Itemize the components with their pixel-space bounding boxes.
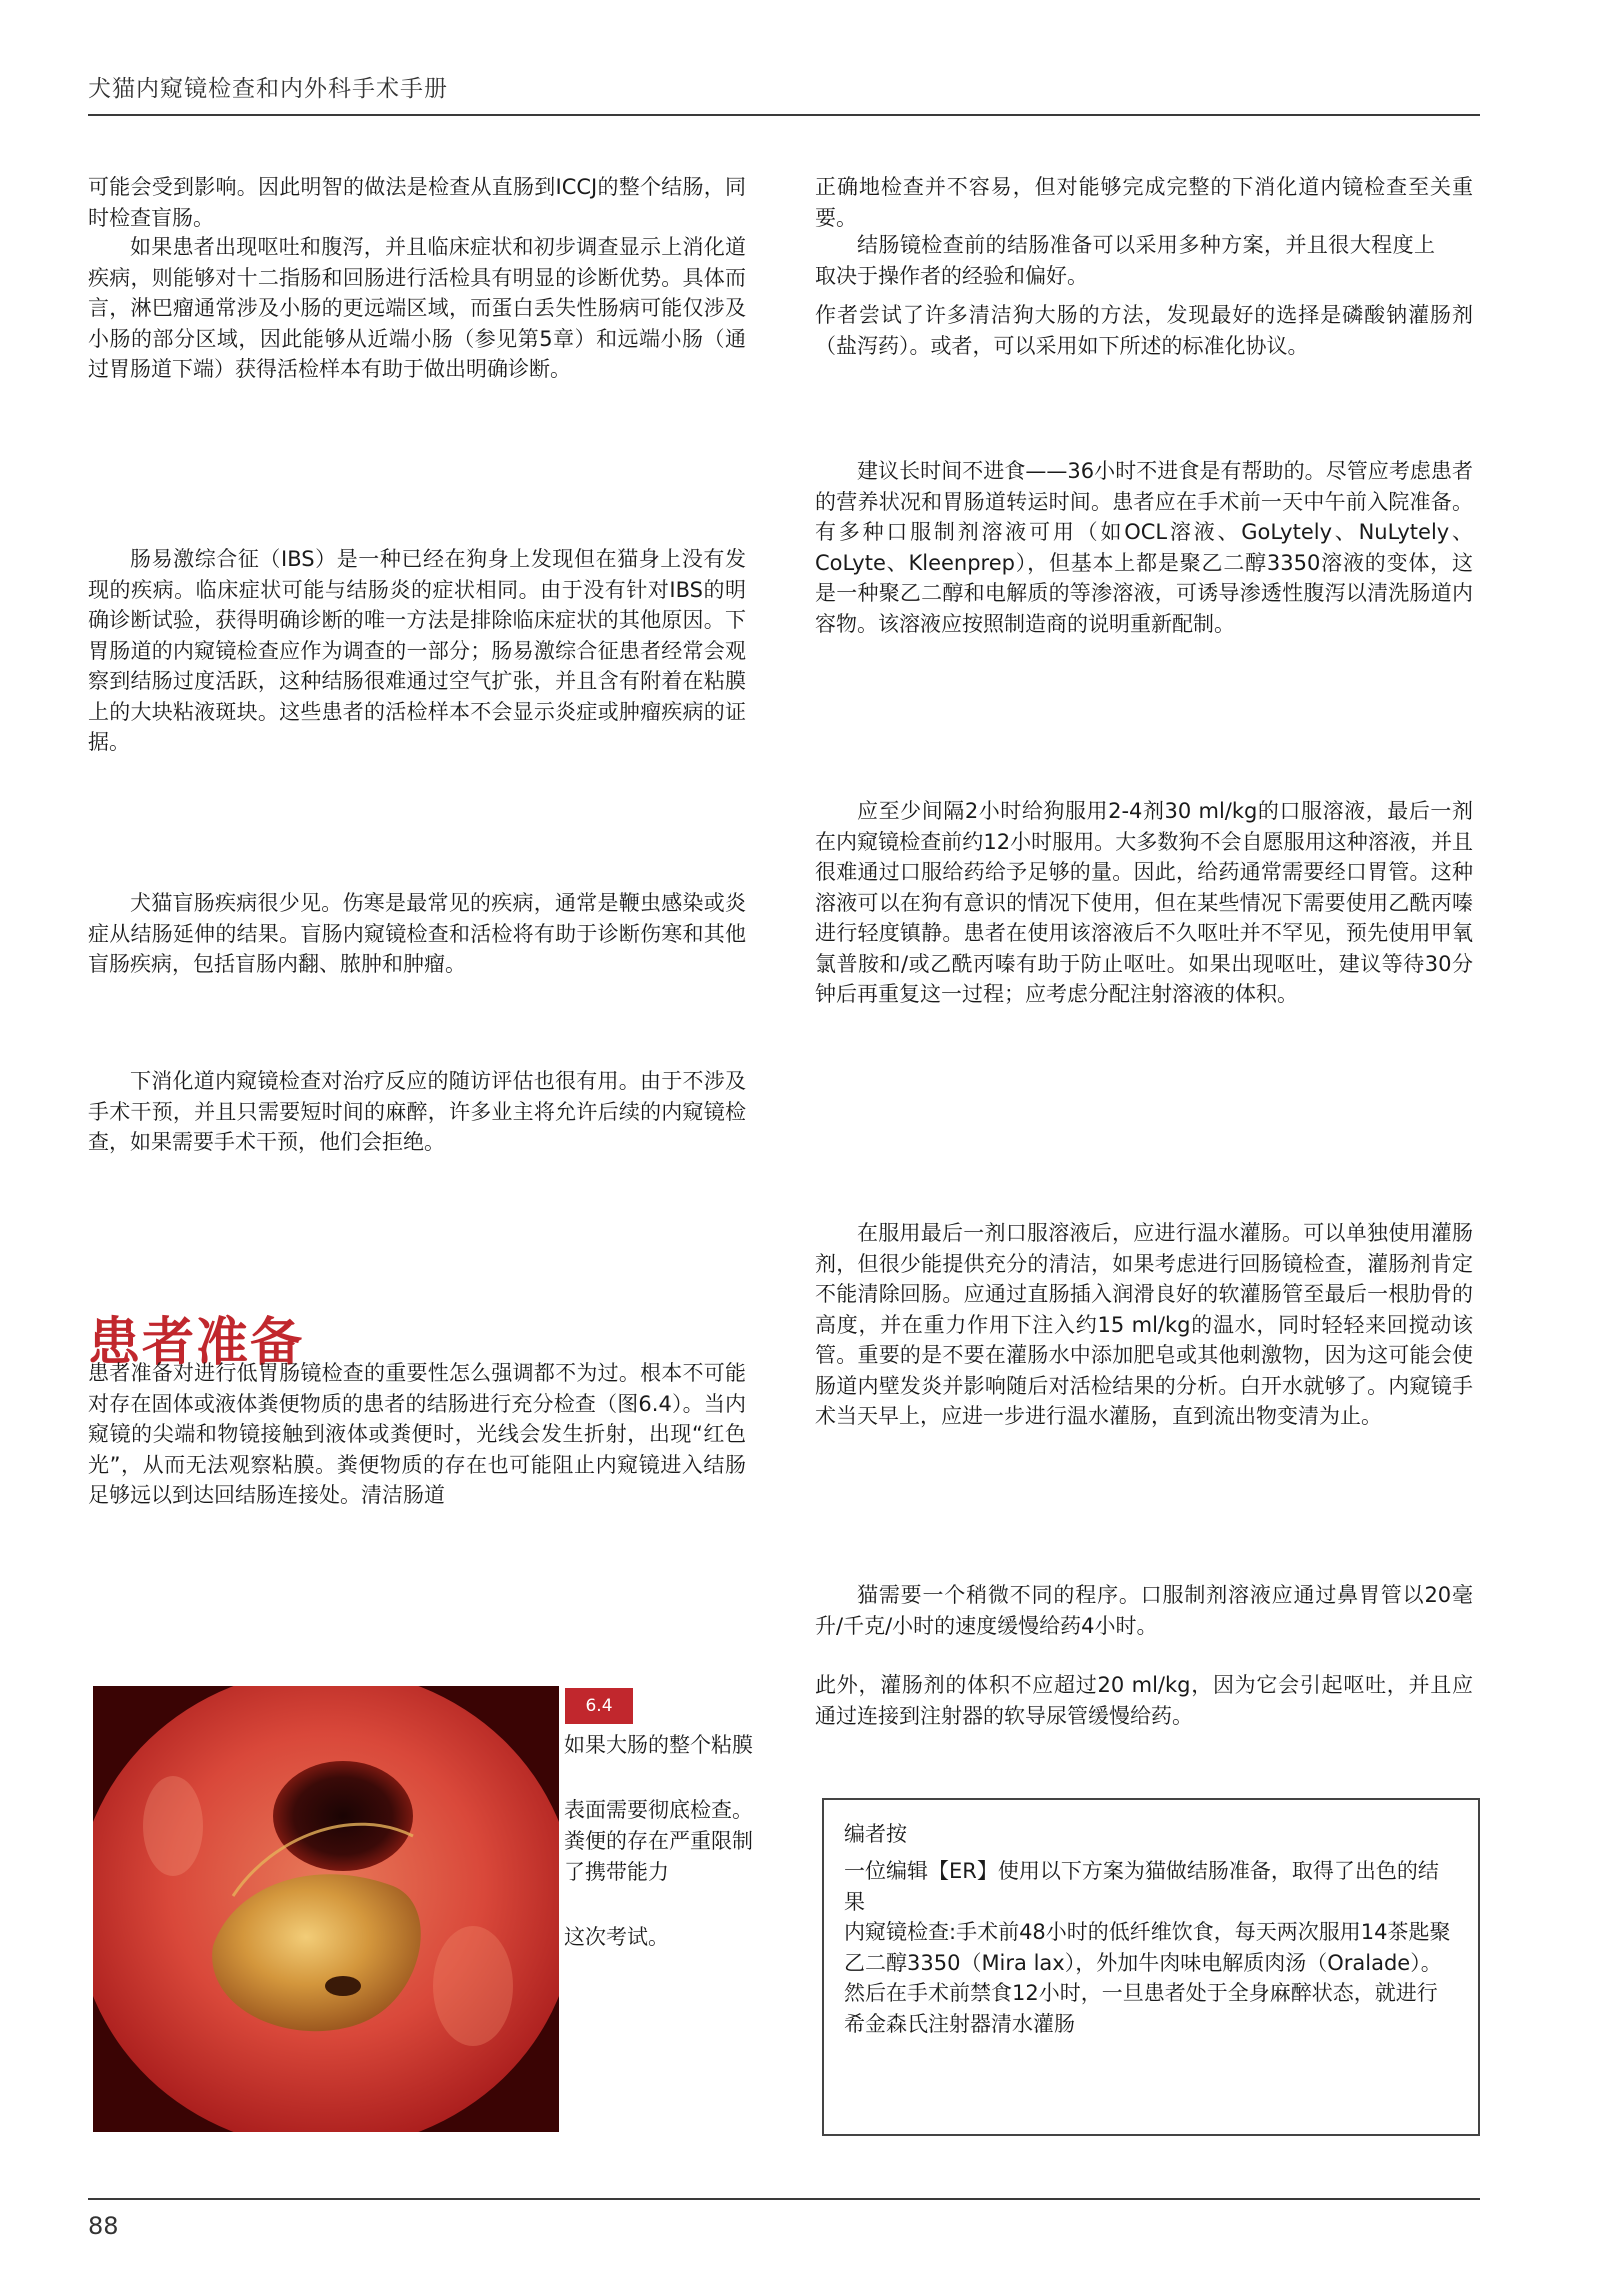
figure-caption-line-3: 这次考试。 (564, 1925, 669, 1949)
page-number: 88 (88, 2212, 119, 2240)
right-paragraph-2: 结肠镜检查前的结肠准备可以采用多种方案，并且很大程度上取决于操作者的经验和偏好。 (815, 233, 1435, 288)
running-header: 犬猫内窥镜检查和内外科手术手册 (88, 76, 448, 102)
editor-note-title: 编者按 (844, 1822, 907, 1846)
right-paragraph-8: 此外，灌肠剂的体积不应超过20 ml/kg，因为它会引起呕吐，并且应通过连接到注射器的软导尿管缓慢给药。 (815, 1673, 1473, 1728)
figure-caption-line-1: 如果大肠的整个粘膜 (564, 1733, 753, 1757)
left-paragraph-6: 患者准备对进行低胃肠镜检查的重要性怎么强调都不为过。根本不可能对存在固体或液体粪便物质的患者的结肠进行充分检查（图6.4）。当内窥镜的尖端和物镜接触到液体或粪便时，光线会发生折射，出现“红色光”，从而无法观察粘膜。粪便物质的存在也可能阻止内窥镜进入结肠足够远以到达回结肠连接处。清洁肠道 (88, 1361, 746, 1507)
right-paragraph-3: 作者尝试了许多清洁狗大肠的方法，发现最好的选择是磷酸钠灌肠剂（盐泻药）。或者，可以采用如下所述的标准化协议。 (815, 303, 1473, 358)
figure-number-badge: 6.4 (565, 1688, 633, 1724)
left-paragraph-1: 可能会受到影响。因此明智的做法是检查从直肠到ICCJ的整个结肠，同时检查盲肠。 (88, 175, 746, 230)
figure-caption (564, 1730, 754, 1987)
right-paragraph-7: 猫需要一个稍微不同的程序。口服制剂溶液应通过鼻胃管以20毫升/千克/小时的速度缓慢给药4小时。 (815, 1583, 1473, 1638)
right-paragraph-4: 建议长时间不进食——36小时不进食是有帮助的。尽管应考虑患者的营养状况和胃肠道转运时间。患者应在手术前一天中午前入院准备。有多种口服制剂溶液可用（如OCL溶液、GoLytely、NuLytely、CoLyte、Kleenprep），但基本上都是聚乙二醇3350溶液的变体，这是一种聚乙二醇和电解质的等渗溶液，可诱导渗透性腹泻以清洗肠道内容物。该溶液应按照制造商的说明重新配制。 (815, 459, 1473, 636)
left-paragraph-5: 下消化道内窥镜检查对治疗反应的随访评估也很有用。由于不涉及手术干预，并且只需要短时间的麻醉，许多业主将允许后续的内窥镜检查，如果需要手术干预，他们会拒绝。 (88, 1069, 746, 1154)
editor-note-box (822, 1798, 1480, 2136)
right-paragraph-1: 正确地检查并不容易，但对能够完成完整的下消化道内镜检查至关重要。 (815, 175, 1473, 230)
figure-caption-line-2: 表面需要彻底检查。粪便的存在严重限制了携带能力 (564, 1798, 753, 1884)
right-paragraph-5: 应至少间隔2小时给狗服用2-4剂30 ml/kg的口服溶液，最后一剂在内窥镜检查前约12小时服用。大多数狗不会自愿服用这种溶液，并且很难通过口服给药给予足够的量。因此，给药通常需要经口胃管。这种溶液可以在狗有意识的情况下使用，但在某些情况下需要使用乙酰丙嗪进行轻度镇静。患者在使用该溶液后不久呕吐并不罕见，预先使用甲氧氯普胺和/或乙酰丙嗪有助于防止呕吐。如果出现呕吐，建议等待30分钟后再重复这一过程；应考虑分配注射溶液的体积。 (815, 799, 1473, 1006)
left-paragraph-4: 犬猫盲肠疾病很少见。伤寒是最常见的疾病，通常是鞭虫感染或炎症从结肠延伸的结果。盲肠内窥镜检查和活检将有助于诊断伤寒和其他盲肠疾病，包括盲肠内翻、脓肿和肿瘤。 (88, 891, 746, 976)
right-paragraph-6: 在服用最后一剂口服溶液后，应进行温水灌肠。可以单独使用灌肠剂，但很少能提供充分的清洁，如果考虑进行回肠镜检查，灌肠剂肯定不能清除回肠。应通过直肠插入润滑良好的软灌肠管至最后一根肋骨的高度，并在重力作用下注入约15 ml/kg的温水，同时轻轻来回搅动该管。重要的是不要在灌肠水中添加肥皂或其他刺激物，因为这可能会使肠道内壁发炎并影响随后对活检结果的分析。白开水就够了。内窥镜手术当天早上，应进一步进行温水灌肠，直到流出物变清为止。 (815, 1221, 1473, 1428)
left-paragraph-3: 肠易激综合征（IBS）是一种已经在狗身上发现但在猫身上没有发现的疾病。临床症状可能与结肠炎的症状相同。由于没有针对IBS的明确诊断试验，获得明确诊断的唯一方法是排除临床症状的其他原因。下胃肠道的内窥镜检查应作为调查的一部分；肠易激综合征患者经常会观察到结肠过度活跃，这种结肠很难通过空气扩张，并且含有附着在粘膜上的大块粘液斑块。这些患者的活检样本不会显示炎症或肿瘤疾病的证据。 (88, 547, 746, 754)
editor-note-line-2: 内窥镜检查:手术前48小时的低纤维饮食，每天两次服用14茶匙聚乙二醇3350（Mira lax），外加牛肉味电解质肉汤（Oralade）。然后在手术前禁食12小时，一旦患者处于全身麻醉状态，就进行希金森氏注射器清水灌肠 (844, 1920, 1451, 2036)
header-rule (88, 114, 1480, 116)
editor-note-line-1: 一位编辑【ER】使用以下方案为猫做结肠准备，取得了出色的结果 (844, 1859, 1439, 1914)
footer-rule (88, 2198, 1480, 2200)
section-heading: 患者准备 (88, 1313, 305, 1373)
endoscopy-photo (93, 1686, 559, 2132)
left-paragraph-2: 如果患者出现呕吐和腹泻，并且临床症状和初步调查显示上消化道疾病，则能够对十二指肠和回肠进行活检具有明显的诊断优势。具体而言，淋巴瘤通常涉及小肠的更远端区域，而蛋白丢失性肠病可能仅涉及小肠的部分区域，因此能够从近端小肠（参见第5章）和远端小肠（通过胃肠道下端）获得活检样本有助于做出明确诊断。 (88, 235, 746, 381)
